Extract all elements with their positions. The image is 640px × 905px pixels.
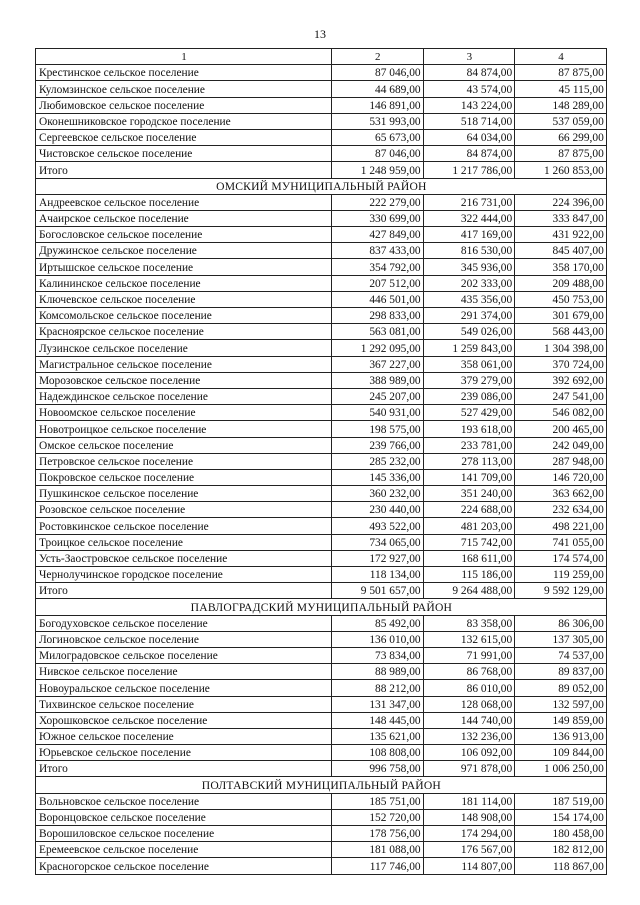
amount-col-3: 518 714,00 <box>423 113 515 129</box>
amount-col-3: 64 034,00 <box>423 129 515 145</box>
amount-col-3: 216 731,00 <box>423 194 515 210</box>
table-row <box>36 550 607 566</box>
district-heading: ПАВЛОГРАДСКИЙ МУНИЦИПАЛЬНЫЙ РАЙОН <box>36 599 607 615</box>
amount-col-2: 198 575,00 <box>332 421 424 437</box>
amount-col-4: 232 634,00 <box>515 502 607 518</box>
amount-col-2: 118 134,00 <box>332 567 424 583</box>
amount-col-4: 182 812,00 <box>515 842 607 858</box>
amount-col-4: 450 753,00 <box>515 291 607 307</box>
amount-col-4: 74 537,00 <box>515 647 607 663</box>
amount-col-3: 715 742,00 <box>423 534 515 550</box>
amount-col-3: 132 615,00 <box>423 631 515 647</box>
amount-col-4: 66 299,00 <box>515 129 607 145</box>
table-row <box>36 324 607 340</box>
amount-col-3: 9 264 488,00 <box>423 583 515 599</box>
amount-col-4: 136 913,00 <box>515 728 607 744</box>
amount-col-2: 245 207,00 <box>332 388 424 404</box>
amount-col-4: 180 458,00 <box>515 826 607 842</box>
settlement-name: Любимовское сельское поселение <box>36 97 332 113</box>
table-row <box>36 502 607 518</box>
amount-col-3: 816 530,00 <box>423 243 515 259</box>
amount-col-4: 87 875,00 <box>515 65 607 81</box>
amount-col-4: 498 221,00 <box>515 518 607 534</box>
settlement-name: Новотроицкое сельское поселение <box>36 421 332 437</box>
amount-col-4: 137 305,00 <box>515 631 607 647</box>
table-row <box>36 745 607 761</box>
amount-col-3: 322 444,00 <box>423 210 515 226</box>
settlement-name: Оконешниковское городское поселение <box>36 113 332 129</box>
amount-col-4: 224 396,00 <box>515 194 607 210</box>
amount-col-2: 388 989,00 <box>332 372 424 388</box>
amount-col-4: 148 289,00 <box>515 97 607 113</box>
settlement-name: Хорошковское сельское поселение <box>36 712 332 728</box>
budget-table <box>35 48 607 875</box>
amount-col-4: 86 306,00 <box>515 615 607 631</box>
settlement-name: Красногорское сельское поселение <box>36 858 332 874</box>
amount-col-2: 207 512,00 <box>332 275 424 291</box>
total-label: Итого <box>36 583 332 599</box>
district-heading-row <box>36 178 607 194</box>
settlement-name: Андреевское сельское поселение <box>36 194 332 210</box>
amount-col-3: 202 333,00 <box>423 275 515 291</box>
amount-col-4: 845 407,00 <box>515 243 607 259</box>
settlement-name: Южное сельское поселение <box>36 728 332 744</box>
amount-col-3: 141 709,00 <box>423 469 515 485</box>
settlement-name: Комсомольское сельское поселение <box>36 308 332 324</box>
settlement-name: Красноярское сельское поселение <box>36 324 332 340</box>
amount-col-2: 285 232,00 <box>332 453 424 469</box>
amount-col-3: 43 574,00 <box>423 81 515 97</box>
table-row <box>36 194 607 210</box>
amount-col-2: 222 279,00 <box>332 194 424 210</box>
settlement-name: Ключевское сельское поселение <box>36 291 332 307</box>
amount-col-3: 86 768,00 <box>423 664 515 680</box>
table-row <box>36 275 607 291</box>
amount-col-3: 144 740,00 <box>423 712 515 728</box>
amount-col-2: 493 522,00 <box>332 518 424 534</box>
settlement-name: Вольновское сельское поселение <box>36 793 332 809</box>
table-row <box>36 81 607 97</box>
amount-col-4: 392 692,00 <box>515 372 607 388</box>
amount-col-3: 168 611,00 <box>423 550 515 566</box>
amount-col-4: 247 541,00 <box>515 388 607 404</box>
amount-col-3: 379 279,00 <box>423 372 515 388</box>
table-row <box>36 647 607 663</box>
amount-col-4: 174 574,00 <box>515 550 607 566</box>
amount-col-4: 242 049,00 <box>515 437 607 453</box>
settlement-name: Нивское сельское поселение <box>36 664 332 680</box>
amount-col-2: 85 492,00 <box>332 615 424 631</box>
amount-col-3: 278 113,00 <box>423 453 515 469</box>
settlement-name: Чистовское сельское поселение <box>36 146 332 162</box>
amount-col-4: 741 055,00 <box>515 534 607 550</box>
settlement-name: Крестинское сельское поселение <box>36 65 332 81</box>
amount-col-2: 181 088,00 <box>332 842 424 858</box>
budget-table-body <box>36 49 607 875</box>
amount-col-4: 89 052,00 <box>515 680 607 696</box>
table-row <box>36 534 607 550</box>
amount-col-3: 358 061,00 <box>423 356 515 372</box>
amount-col-4: 546 082,00 <box>515 405 607 421</box>
total-label: Итого <box>36 761 332 777</box>
amount-col-3: 132 236,00 <box>423 728 515 744</box>
table-row <box>36 308 607 324</box>
amount-col-4: 301 679,00 <box>515 308 607 324</box>
settlement-name: Петровское сельское поселение <box>36 453 332 469</box>
amount-col-4: 132 597,00 <box>515 696 607 712</box>
amount-col-4: 119 259,00 <box>515 567 607 583</box>
amount-col-4: 187 519,00 <box>515 793 607 809</box>
settlement-name: Дружинское сельское поселение <box>36 243 332 259</box>
table-row <box>36 631 607 647</box>
amount-col-2: 178 756,00 <box>332 826 424 842</box>
amount-col-2: 1 248 959,00 <box>332 162 424 178</box>
table-row <box>36 453 607 469</box>
amount-col-2: 360 232,00 <box>332 486 424 502</box>
amount-col-2: 152 720,00 <box>332 809 424 825</box>
settlement-name: Пушкинское сельское поселение <box>36 486 332 502</box>
amount-col-3: 351 240,00 <box>423 486 515 502</box>
settlement-name: Еремеевское сельское поселение <box>36 842 332 858</box>
amount-col-2: 145 336,00 <box>332 469 424 485</box>
column-number-row <box>36 49 607 65</box>
amount-col-3: 106 092,00 <box>423 745 515 761</box>
amount-col-3: 181 114,00 <box>423 793 515 809</box>
column-number: 1 <box>36 49 332 65</box>
amount-col-4: 149 859,00 <box>515 712 607 728</box>
amount-col-3: 114 807,00 <box>423 858 515 874</box>
table-row <box>36 826 607 842</box>
table-row <box>36 858 607 874</box>
district-heading-row <box>36 599 607 615</box>
settlement-name: Надеждинское сельское поселение <box>36 388 332 404</box>
table-row <box>36 680 607 696</box>
settlement-name: Логиновское сельское поселение <box>36 631 332 647</box>
amount-col-2: 148 445,00 <box>332 712 424 728</box>
page-number: 13 <box>314 27 326 41</box>
amount-col-2: 531 993,00 <box>332 113 424 129</box>
amount-col-4: 370 724,00 <box>515 356 607 372</box>
table-row <box>36 696 607 712</box>
district-heading: ПОЛТАВСКИЙ МУНИЦИПАЛЬНЫЙ РАЙОН <box>36 777 607 793</box>
amount-col-3: 239 086,00 <box>423 388 515 404</box>
amount-col-3: 1 259 843,00 <box>423 340 515 356</box>
table-row <box>36 340 607 356</box>
settlement-name: Ачаирское сельское поселение <box>36 210 332 226</box>
table-row <box>36 486 607 502</box>
total-row <box>36 162 607 178</box>
table-row <box>36 243 607 259</box>
amount-col-2: 87 046,00 <box>332 146 424 162</box>
settlement-name: Троицкое сельское поселение <box>36 534 332 550</box>
amount-col-3: 86 010,00 <box>423 680 515 696</box>
total-label: Итого <box>36 162 332 178</box>
settlement-name: Розовское сельское поселение <box>36 502 332 518</box>
settlement-name: Богословское сельское поселение <box>36 227 332 243</box>
settlement-name: Морозовское сельское поселение <box>36 372 332 388</box>
amount-col-2: 996 758,00 <box>332 761 424 777</box>
settlement-name: Ростовкинское сельское поселение <box>36 518 332 534</box>
amount-col-4: 431 922,00 <box>515 227 607 243</box>
amount-col-4: 1 260 853,00 <box>515 162 607 178</box>
settlement-name: Сергеевское сельское поселение <box>36 129 332 145</box>
settlement-name: Новоуральское сельское поселение <box>36 680 332 696</box>
settlement-name: Иртышское сельское поселение <box>36 259 332 275</box>
amount-col-4: 537 059,00 <box>515 113 607 129</box>
settlement-name: Тихвинское сельское поселение <box>36 696 332 712</box>
amount-col-3: 291 374,00 <box>423 308 515 324</box>
district-heading-row <box>36 777 607 793</box>
table-row <box>36 809 607 825</box>
amount-col-3: 174 294,00 <box>423 826 515 842</box>
amount-col-2: 172 927,00 <box>332 550 424 566</box>
table-row <box>36 567 607 583</box>
amount-col-2: 446 501,00 <box>332 291 424 307</box>
table-row <box>36 728 607 744</box>
amount-col-4: 109 844,00 <box>515 745 607 761</box>
table-row <box>36 372 607 388</box>
settlement-name: Калининское сельское поселение <box>36 275 332 291</box>
amount-col-2: 117 746,00 <box>332 858 424 874</box>
amount-col-2: 298 833,00 <box>332 308 424 324</box>
column-number: 4 <box>515 49 607 65</box>
amount-col-3: 1 217 786,00 <box>423 162 515 178</box>
amount-col-2: 734 065,00 <box>332 534 424 550</box>
amount-col-2: 131 347,00 <box>332 696 424 712</box>
amount-col-3: 71 991,00 <box>423 647 515 663</box>
amount-col-4: 209 488,00 <box>515 275 607 291</box>
amount-col-3: 84 874,00 <box>423 146 515 162</box>
amount-col-4: 358 170,00 <box>515 259 607 275</box>
table-row <box>36 518 607 534</box>
table-row <box>36 664 607 680</box>
amount-col-4: 9 592 129,00 <box>515 583 607 599</box>
amount-col-3: 527 429,00 <box>423 405 515 421</box>
table-row <box>36 356 607 372</box>
table-row <box>36 146 607 162</box>
table-row <box>36 97 607 113</box>
settlement-name: Омское сельское поселение <box>36 437 332 453</box>
amount-col-4: 287 948,00 <box>515 453 607 469</box>
amount-col-4: 1 006 250,00 <box>515 761 607 777</box>
amount-col-2: 146 891,00 <box>332 97 424 113</box>
table-row <box>36 615 607 631</box>
amount-col-2: 1 292 095,00 <box>332 340 424 356</box>
amount-col-4: 89 837,00 <box>515 664 607 680</box>
total-row <box>36 761 607 777</box>
amount-col-4: 146 720,00 <box>515 469 607 485</box>
amount-col-3: 115 186,00 <box>423 567 515 583</box>
settlement-name: Куломзинское сельское поселение <box>36 81 332 97</box>
amount-col-3: 233 781,00 <box>423 437 515 453</box>
table-row <box>36 227 607 243</box>
amount-col-4: 87 875,00 <box>515 146 607 162</box>
amount-col-2: 427 849,00 <box>332 227 424 243</box>
table-row <box>36 842 607 858</box>
table-row <box>36 421 607 437</box>
amount-col-4: 363 662,00 <box>515 486 607 502</box>
amount-col-3: 417 169,00 <box>423 227 515 243</box>
amount-col-2: 563 081,00 <box>332 324 424 340</box>
amount-col-4: 200 465,00 <box>515 421 607 437</box>
table-row <box>36 129 607 145</box>
amount-col-2: 108 808,00 <box>332 745 424 761</box>
amount-col-3: 481 203,00 <box>423 518 515 534</box>
table-row <box>36 469 607 485</box>
amount-col-4: 154 174,00 <box>515 809 607 825</box>
table-row <box>36 210 607 226</box>
amount-col-2: 230 440,00 <box>332 502 424 518</box>
amount-col-2: 65 673,00 <box>332 129 424 145</box>
amount-col-3: 971 878,00 <box>423 761 515 777</box>
amount-col-2: 88 212,00 <box>332 680 424 696</box>
amount-col-2: 87 046,00 <box>332 65 424 81</box>
table-row <box>36 388 607 404</box>
amount-col-2: 239 766,00 <box>332 437 424 453</box>
amount-col-4: 118 867,00 <box>515 858 607 874</box>
amount-col-2: 136 010,00 <box>332 631 424 647</box>
amount-col-2: 88 989,00 <box>332 664 424 680</box>
column-number: 3 <box>423 49 515 65</box>
table-row <box>36 793 607 809</box>
amount-col-3: 128 068,00 <box>423 696 515 712</box>
table-row <box>36 65 607 81</box>
settlement-name: Лузинское сельское поселение <box>36 340 332 356</box>
amount-col-3: 345 936,00 <box>423 259 515 275</box>
amount-col-2: 330 699,00 <box>332 210 424 226</box>
amount-col-3: 84 874,00 <box>423 65 515 81</box>
amount-col-3: 83 358,00 <box>423 615 515 631</box>
total-row <box>36 583 607 599</box>
settlement-name: Воронцовское сельское поселение <box>36 809 332 825</box>
table-row <box>36 437 607 453</box>
table-row <box>36 113 607 129</box>
amount-col-4: 568 443,00 <box>515 324 607 340</box>
amount-col-4: 45 115,00 <box>515 81 607 97</box>
amount-col-3: 193 618,00 <box>423 421 515 437</box>
settlement-name: Ворошиловское сельское поселение <box>36 826 332 842</box>
amount-col-2: 354 792,00 <box>332 259 424 275</box>
amount-col-3: 435 356,00 <box>423 291 515 307</box>
amount-col-2: 185 751,00 <box>332 793 424 809</box>
district-heading: ОМСКИЙ МУНИЦИПАЛЬНЫЙ РАЙОН <box>36 178 607 194</box>
amount-col-2: 837 433,00 <box>332 243 424 259</box>
settlement-name: Юрьевское сельское поселение <box>36 745 332 761</box>
amount-col-4: 333 847,00 <box>515 210 607 226</box>
table-row <box>36 405 607 421</box>
table-row <box>36 259 607 275</box>
amount-col-2: 44 689,00 <box>332 81 424 97</box>
settlement-name: Покровское сельское поселение <box>36 469 332 485</box>
settlement-name: Магистральное сельское поселение <box>36 356 332 372</box>
amount-col-3: 148 908,00 <box>423 809 515 825</box>
amount-col-4: 1 304 398,00 <box>515 340 607 356</box>
amount-col-2: 135 621,00 <box>332 728 424 744</box>
amount-col-3: 143 224,00 <box>423 97 515 113</box>
amount-col-3: 176 567,00 <box>423 842 515 858</box>
amount-col-2: 540 931,00 <box>332 405 424 421</box>
amount-col-3: 549 026,00 <box>423 324 515 340</box>
settlement-name: Милоградовское сельское поселение <box>36 647 332 663</box>
settlement-name: Усть-Заостровское сельское поселение <box>36 550 332 566</box>
table-row <box>36 291 607 307</box>
settlement-name: Чернолучинское городское поселение <box>36 567 332 583</box>
amount-col-2: 9 501 657,00 <box>332 583 424 599</box>
table-row <box>36 712 607 728</box>
settlement-name: Богодуховское сельское поселение <box>36 615 332 631</box>
amount-col-2: 73 834,00 <box>332 647 424 663</box>
settlement-name: Новоомское сельское поселение <box>36 405 332 421</box>
amount-col-3: 224 688,00 <box>423 502 515 518</box>
column-number: 2 <box>332 49 424 65</box>
amount-col-2: 367 227,00 <box>332 356 424 372</box>
